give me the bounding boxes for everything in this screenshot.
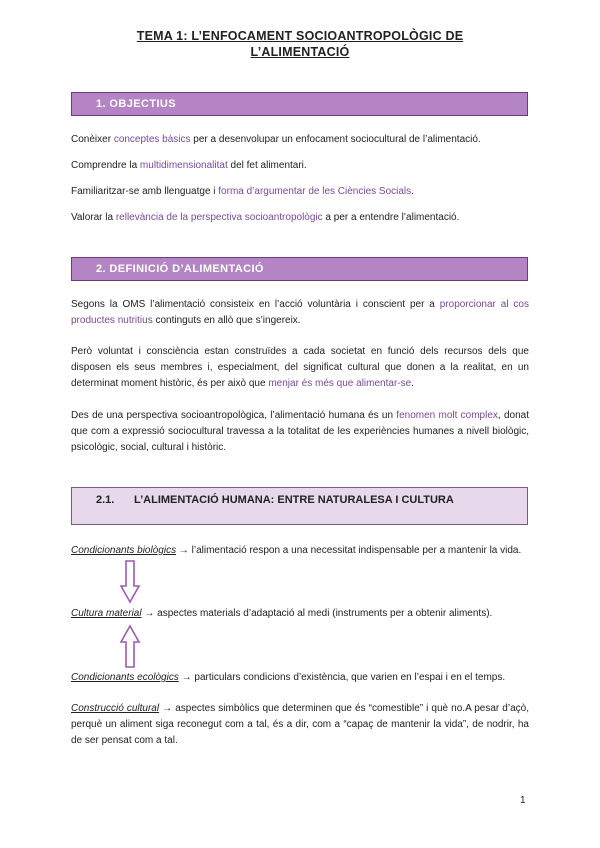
objective-item: Valorar la rellevància de la perspectiva socioantropològic a per a entendre l’alimentació. bbox=[71, 212, 460, 223]
list-item-ecologics: Condicionants ecològics → particulars condicions d’existència, que varien en l’espai i en el temps. bbox=[71, 672, 506, 683]
definition-paragraph-3: Des de una perspectiva socioantropològica, l’alimentació humana és un fenomen molt complex, donat que com a expressió sociocultural travessa a la totalitat de les experiències humanes a nivell biològic, psicològic, social, cultural i històric. bbox=[71, 410, 529, 453]
subsection-number: 2.1. bbox=[96, 494, 115, 506]
subsection-title: L’ALIMENTACIÓ HUMANA: ENTRE NATURALESA I CULTURA bbox=[134, 494, 454, 506]
list-item-biologics: Condicionants biològics → l’alimentació respon a una necessitat indispensable per a mantenir la vida. bbox=[71, 545, 522, 556]
title-line-1: TEMA 1: L’ENFOCAMENT SOCIOANTROPOLÒGIC DE bbox=[136, 29, 464, 43]
title-line-2: L’ALIMENTACIÓ bbox=[250, 45, 350, 59]
list-item-construccio: Construcció cultural → aspectes simbòlics que determinen que és “comestible” i què no.A pesar d’açò, perquè un aliment siga reconegut com a tal, és a dir, com a “capaç de mantenir la vida”, de nodrir, ha de ser pensat com a tal. bbox=[71, 703, 529, 746]
definition-paragraph-1: Segons la OMS l’alimentació consisteix en l’acció voluntària i conscient per a proporcionar al cos productes nutritius continguts en allò que s’ingereix. bbox=[71, 299, 529, 326]
subsection-header bbox=[71, 487, 528, 525]
page-number: 1 bbox=[520, 795, 526, 806]
arrow-up-icon bbox=[119, 624, 141, 668]
arrow-down-icon bbox=[119, 560, 141, 604]
objective-item: Comprendre la multidimensionalitat del fet alimentari. bbox=[71, 160, 307, 171]
objective-item: Familiaritzar-se amb llenguatge i forma d’argumentar de les Ciències Socials. bbox=[71, 186, 414, 197]
section-header-definicio: 2. DEFINICIÓ D’ALIMENTACIÓ bbox=[71, 257, 528, 281]
section-header-objectius: 1. OBJECTIUS bbox=[71, 92, 528, 116]
objective-item: Conèixer conceptes bàsics per a desenvolupar un enfocament sociocultural de l’alimentació. bbox=[71, 134, 481, 145]
list-item-cultura-material: Cultura material → aspectes materials d’adaptació al medi (instruments per a obtenir aliments). bbox=[71, 608, 493, 619]
definition-paragraph-2: Però voluntat i consciència estan construïdes a cada societat en funció dels recursos dels que disposen els seus membres i, especialment, del significat cultural que donen a la realitat, en un determinat moment històric, és per això que menjar és més que alimentar-se. bbox=[71, 346, 529, 389]
page-title bbox=[100, 28, 500, 60]
